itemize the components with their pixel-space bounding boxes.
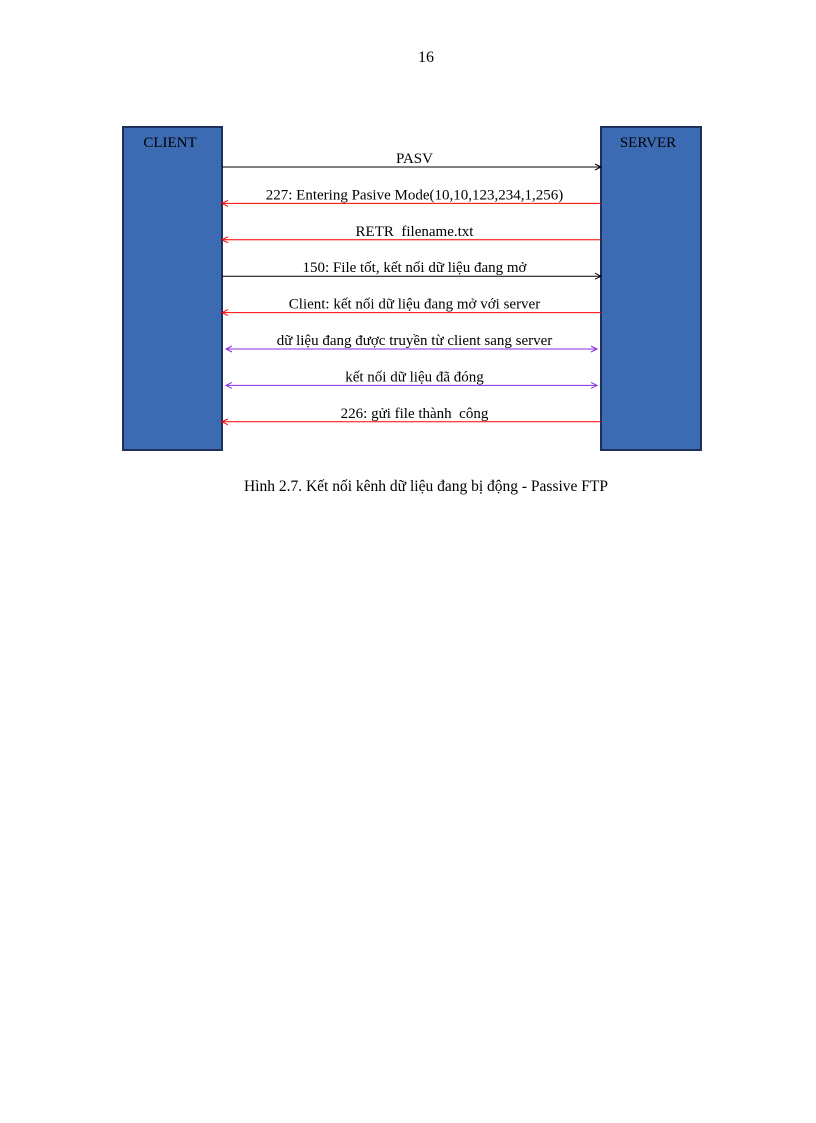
message-label: RETR filename.txt	[355, 223, 474, 240]
message-arrows	[222, 151, 601, 425]
server-label: SERVER	[619, 135, 677, 151]
message-label: 227: Entering Pasive Mode(10,10,123,234,1,256)	[265, 187, 564, 204]
message-2	[222, 187, 601, 206]
message-label: PASV	[396, 151, 433, 167]
client-box	[123, 127, 222, 450]
message-4	[222, 260, 601, 279]
message-6	[226, 333, 597, 352]
message-1	[222, 151, 601, 170]
message-3	[222, 224, 601, 243]
message-label: dữ liệu đang được truyền từ client sang server	[276, 333, 553, 349]
message-label: 150: File tốt, kết nối dữ liệu đang mở	[302, 260, 527, 277]
message-label: kết nối dữ liệu đã đóng	[345, 369, 484, 386]
page-number: 16	[418, 49, 434, 66]
message-5	[222, 297, 601, 316]
server-box	[601, 127, 701, 450]
message-7	[226, 369, 597, 388]
figure-caption: Hình 2.7. Kết nối kênh dữ liệu đang bị động - Passive FTP	[243, 478, 608, 495]
client-label: CLIENT	[143, 135, 197, 151]
message-8	[222, 406, 601, 425]
message-label: 226: gửi file thành công	[340, 405, 489, 422]
message-label: Client: kết nối dữ liệu đang mở với server	[288, 296, 541, 313]
